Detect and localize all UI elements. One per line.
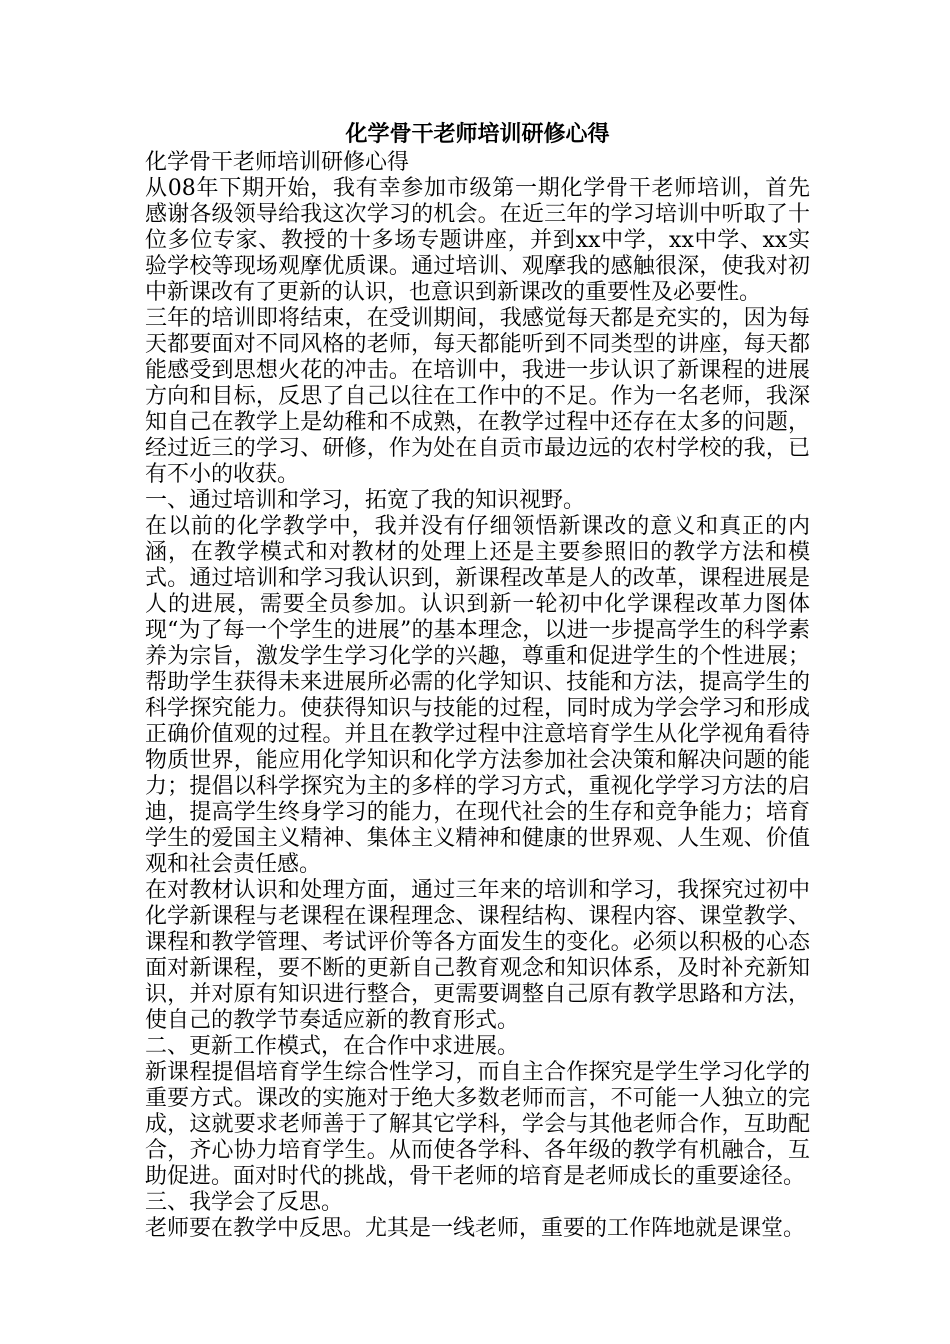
section-heading-2: 二、更新工作模式，在合作中求进展。 xyxy=(145,1034,520,1059)
paragraph-section-2: 新课程提倡培育学生综合性学习，而自主合作探究是学生学习化学的重要方式。课改的实施对于绝大多数老师而言，不可能一人独立的完成，这就要求老师善于了解其它学科，学会与其他老师合作，互助配合，齐心协力培育学生。从而使各学科、各年级的教学有机融合，互助促进。面对时代的挑战，骨干老师的培育是老师成长的重要途径。 xyxy=(145,1060,810,1189)
paragraph-intro: 从08年下期开始，我有幸参加市级第一期化学骨干老师培训，首先感谢各级领导给我这次学习的机会。在近三年的学习培训中听取了十位多位专家、教授的十多场专题讲座，并到xx中学，xx中学、xx实验学校等现场观摩优质课。通过培训、观摩我的感触很深，使我对初中新课改有了更新的认识，也意识到新课改的重要性及必要性。 xyxy=(145,176,810,305)
paragraph-section-1a: 在以前的化学教学中，我并没有仔细领悟新课改的意义和真正的内涵，在教学模式和对教材的处理上还是主要参照旧的教学方法和模式。通过培训和学习我认识到，新课程改革是人的改革，课程进展是人的进展，需要全员参加。认识到新一轮初中化学课程改革力图体现“为了每一个学生的进展”的基本理念，以进一步提高学生的科学素养为宗旨，激发学生学习化学的兴趣，尊重和促进学生的个性进展；帮助学生获得未来进展所必需的化学知识、技能和方法，提高学生的科学探究能力。使获得知识与技能的过程，同时成为学会学习和形成正确价值观的过程。并且在教学过程中注意培育学生从化学视角看待物质世界，能应用化学知识和化学方法参加社会决策和解决问题的能力；提倡以科学探究为主的多样的学习方式，重视化学学习方法的启迪，提高学生终身学习的能力，在现代社会的生存和竞争能力；培育学生的爱国主义精神、集体主义精神和健康的世界观、人生观、价值观和社会责任感。 xyxy=(145,514,810,877)
document-body xyxy=(145,150,810,1242)
section-heading-3: 三、我学会了反思。 xyxy=(145,1190,344,1215)
paragraph-subtitle: 化学骨干老师培训研修心得 xyxy=(145,150,410,175)
paragraph-reflection: 三年的培训即将结束，在受训期间，我感觉每天都是充实的，因为每天都要面对不同风格的老师，每天都能听到不同类型的讲座，每天都能感受到思想火花的冲击。在培训中，我进一步认识了新课程的进展方向和目标，反思了自己以往在工作中的不足。作为一名老师，我深知自己在教学上是幼稚和不成熟，在教学过程中还存在太多的问题，经过近三的学习、研修，作为处在自贡市最边远的农村学校的我，已有不小的收获。 xyxy=(145,306,810,487)
paragraph-section-1b: 在对教材认识和处理方面，通过三年来的培训和学习，我探究过初中化学新课程与老课程在课程理念、课程结构、课程内容、课堂教学、课程和教学管理、考试评价等各方面发生的变化。必须以积极的心态面对新课程，要不断的更新自己教育观念和知识体系，及时补充新知识，并对原有知识进行整合，更需要调整自己原有教学思路和方法，使自己的教学节奏适应新的教育形式。 xyxy=(145,878,810,1033)
document-title: 化学骨干老师培训研修心得 xyxy=(345,122,610,147)
paragraph-section-3: 老师要在教学中反思。尤其是一线老师，重要的工作阵地就是课堂。 xyxy=(145,1216,806,1241)
section-heading-1: 一、通过培训和学习，拓宽了我的知识视野。 xyxy=(145,488,586,513)
document-page xyxy=(145,120,810,1242)
